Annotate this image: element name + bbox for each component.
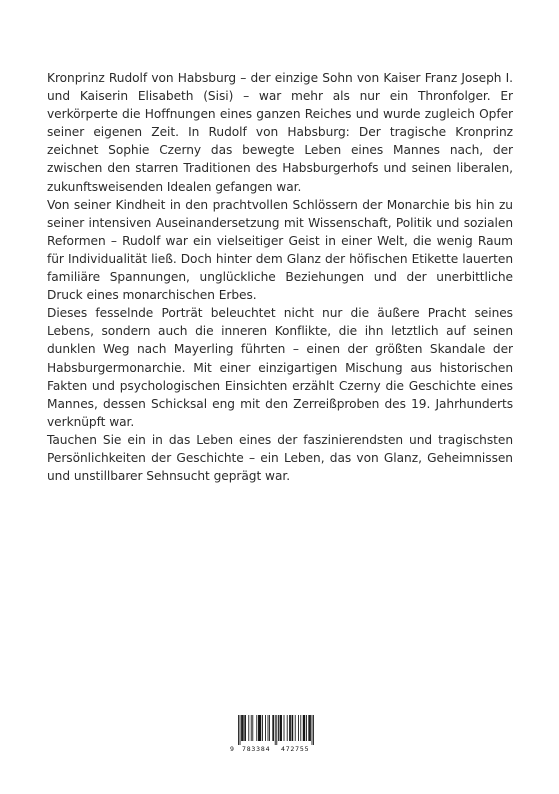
barcode-bar bbox=[308, 715, 309, 741]
barcode-bar bbox=[269, 715, 270, 741]
barcode-bar bbox=[290, 715, 291, 741]
barcode-bars bbox=[229, 715, 319, 745]
barcode-bar bbox=[238, 715, 239, 745]
barcode-bar bbox=[260, 715, 261, 741]
barcode-bar bbox=[280, 715, 281, 741]
barcode-bar bbox=[312, 715, 313, 745]
barcode-bar bbox=[313, 715, 314, 745]
barcode-bar bbox=[300, 715, 301, 741]
barcode-bar bbox=[287, 715, 288, 741]
barcode-bar bbox=[268, 715, 269, 741]
barcode-bar bbox=[242, 715, 243, 741]
barcode-bar bbox=[244, 715, 245, 741]
barcode-bar bbox=[256, 715, 257, 741]
barcode-number bbox=[229, 744, 319, 754]
blurb-text bbox=[47, 69, 513, 485]
barcode-bar bbox=[298, 715, 299, 741]
barcode-bar bbox=[259, 715, 260, 741]
barcode-bar bbox=[273, 715, 274, 741]
barcode-bar bbox=[309, 715, 310, 741]
barcode-bar bbox=[243, 715, 244, 741]
barcode-bar bbox=[295, 715, 296, 741]
barcode-bar bbox=[304, 715, 305, 741]
isbn-barcode bbox=[229, 715, 319, 755]
barcode-bar bbox=[292, 715, 293, 741]
barcode-bar bbox=[284, 715, 285, 741]
paragraph-portrait: Dieses fesselnde Porträt beleuchtet nicht nur die äußere Pracht seines Lebens, sondern auch die inneren Konflikte, die ihn letztlich auf seinen dunklen Weg nach Mayerling führten – einen der größten Skandale der Habsburgermonarchie. Mit einer einzigartigen Mischung aus historischen Fakten und psychologischen Einsichten erzählt Czerny die Geschichte eines Mannes, dessen Schicksal eng mit den Zerreißproben des 19. Jahrhunderts verknüpft war. bbox=[47, 306, 513, 429]
barcode-bar bbox=[303, 715, 304, 741]
barcode-bar bbox=[278, 715, 279, 741]
barcode-bar bbox=[260, 715, 261, 741]
barcode-bar bbox=[289, 715, 290, 741]
barcode-bar bbox=[306, 715, 307, 741]
barcode-bar bbox=[251, 715, 252, 741]
barcode-bar bbox=[310, 715, 311, 741]
barcode-bar bbox=[281, 715, 282, 741]
paragraph-invitation: Tauchen Sie ein in das Leben eines der faszinierendsten und tragischsten Persönlichkeiten der Geschichte – ein Leben, das von Glanz, Geheimnissen und unstillbarer Sehnsucht geprägt war. bbox=[47, 432, 513, 484]
barcode-bar bbox=[245, 715, 246, 741]
barcode-bar bbox=[276, 715, 277, 745]
barcode-bar bbox=[252, 715, 253, 741]
barcode-bar bbox=[272, 715, 273, 741]
barcode-first-digit: 9 bbox=[230, 745, 234, 753]
barcode-bar bbox=[241, 715, 242, 741]
barcode-bar bbox=[304, 715, 305, 741]
barcode-bar bbox=[248, 715, 249, 741]
barcode-bar bbox=[265, 715, 266, 741]
barcode-bar bbox=[262, 715, 263, 741]
barcode-bar bbox=[258, 715, 259, 741]
barcode-left-group: 783384 bbox=[242, 745, 271, 753]
barcode-bar bbox=[240, 715, 241, 745]
barcode-bar bbox=[275, 715, 276, 745]
paragraph-intro: Kronprinz Rudolf von Habsburg – der einzige Sohn von Kaiser Franz Joseph I. und Kaiserin Elisabeth (Sisi) – war mehr als nur ein Thronfolger. Er verkörperte die Hoffnungen eines ganzen Reiches und wurde zugleich Opfer seiner eigenen Zeit. In Rudolf von Habsburg: Der tragische Kronprinz zeichnet Sophie Czerny das bewegte Leben eines Mannes nach, der zwischen den starren Traditionen des Habsburgerhofs und seinen liberalen, zukunftsweisenden Idealen gefangen war. bbox=[47, 71, 513, 194]
barcode-bar bbox=[280, 715, 281, 741]
paragraph-childhood: Von seiner Kindheit in den prachtvollen Schlössern der Monarchie bis hin zu seiner intensiven Auseinandersetzung mit Wissenschaft, Politik und sozialen Reformen – Rudolf war ein vielseitiger Geist in einer Welt, die wenig Raum für Individualität ließ. Doch hinter dem Glanz der höfischen Etikette lauerten familiäre Spannungen, unglückliche Beziehungen und der unerbittliche Druck eines monarchischen Erbes. bbox=[47, 197, 513, 303]
barcode-right-group: 472755 bbox=[281, 745, 310, 753]
barcode-bar bbox=[292, 715, 293, 741]
